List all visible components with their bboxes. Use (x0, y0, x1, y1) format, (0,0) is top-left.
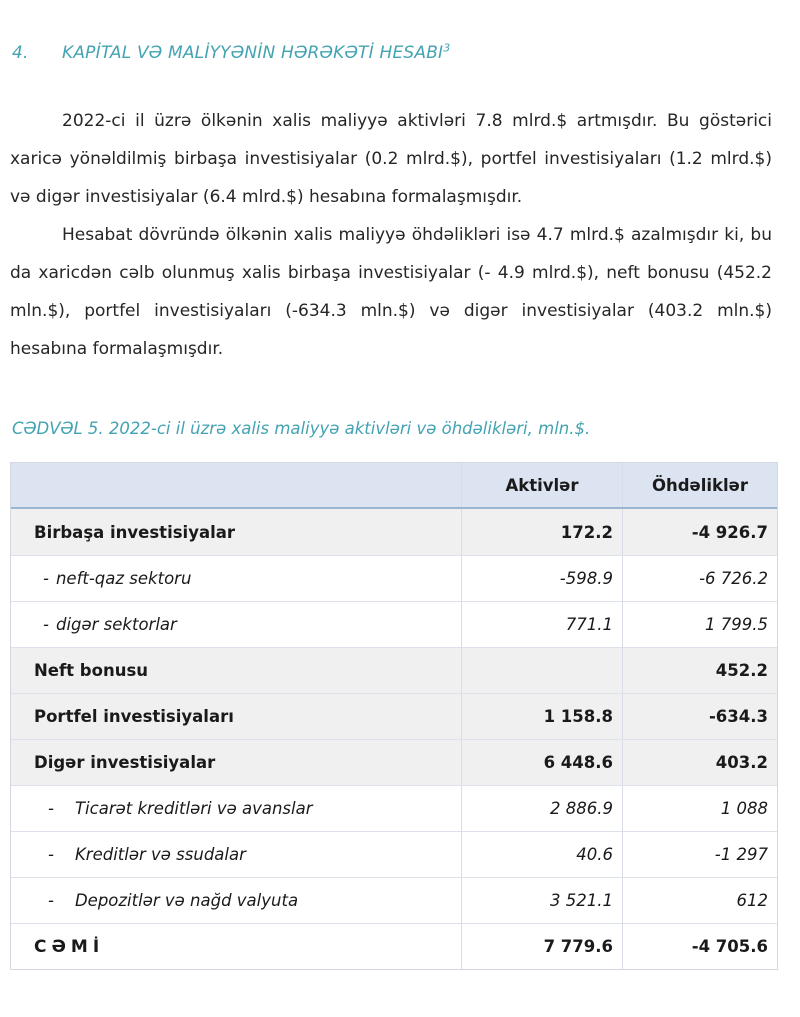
assets-value: -598.9 (461, 556, 622, 601)
row-label-text: CƏMİ (34, 936, 105, 957)
row-label (11, 786, 461, 831)
row-label (11, 924, 461, 969)
assets-value: 771.1 (461, 602, 622, 647)
liabilities-value: -6 726.2 (622, 556, 777, 601)
row-label (11, 740, 461, 785)
row-label-text: Digər investisiyalar (34, 753, 216, 772)
dash-prefix: - (43, 569, 49, 588)
footnote-ref: 3 (443, 41, 451, 55)
row-label (11, 648, 461, 693)
dash-prefix: - (48, 799, 54, 818)
financial-table (10, 462, 778, 970)
table-row (11, 923, 777, 969)
table-body (11, 509, 777, 969)
row-label-text: Neft bonusu (34, 661, 149, 680)
liabilities-value: 612 (622, 878, 777, 923)
row-label (11, 602, 461, 647)
column-header-liabilities: Öhdəliklər (622, 463, 777, 507)
assets-value: 1 158.8 (461, 694, 622, 739)
row-label (11, 878, 461, 923)
liabilities-value: 452.2 (622, 648, 777, 693)
assets-value: 7 779.6 (461, 924, 622, 969)
table-row (11, 693, 777, 739)
table-header-row (11, 463, 777, 509)
row-label-text: Birbaşa investisiyalar (34, 522, 236, 542)
dash-prefix: - (48, 891, 54, 910)
body-text (10, 102, 772, 368)
liabilities-value: -634.3 (622, 694, 777, 739)
paragraph-2: Hesabat dövründə ölkənin xalis maliyyə öhdəlikləri isə 4.7 mlrd.$ azalmışdır ki, bu da xaricdən cəlb olunmuş xalis birbaşa investisiyalar (- 4.9 mlrd.$), neft bonusu (452.2 mln.$), portfel investisiyaları (-634.3 mln.$) və digər investisiyalar (403.2 mln.$) hesabına formalaşmışdır. (10, 225, 772, 359)
table-caption: CƏDVƏL 5. 2022-ci il üzrə xalis maliyyə aktivləri və öhdəlikləri, mln.$. (12, 419, 591, 438)
table-row (11, 647, 777, 693)
dash-prefix: - (48, 845, 54, 864)
liabilities-value: -4 705.6 (622, 924, 777, 969)
row-label-text: Kreditlər və ssudalar (74, 845, 246, 864)
table-row (11, 509, 777, 555)
table-row (11, 739, 777, 785)
table-row (11, 555, 777, 601)
column-header-assets: Aktivlər (461, 463, 622, 507)
table-row (11, 831, 777, 877)
row-label (11, 694, 461, 739)
table-row (11, 877, 777, 923)
section-number: 4. (12, 43, 29, 63)
liabilities-value: 403.2 (622, 740, 777, 785)
row-label-text: Depozitlər və nağd valyuta (74, 891, 299, 910)
liabilities-value: -4 926.7 (622, 509, 777, 555)
liabilities-value: 1 799.5 (622, 602, 777, 647)
row-label-text: digər sektorlar (55, 615, 177, 634)
assets-value: 3 521.1 (461, 878, 622, 923)
row-label-text: Portfel investisiyaları (34, 707, 234, 726)
paragraph-1: 2022-ci il üzrə ölkənin xalis maliyyə aktivləri 7.8 mlrd.$ artmışdır. Bu göstərici xaricə yönəldilmiş birbaşa investisiyalar (0.2 mlrd.$), portfel investisiyaları (1.2 mlrd.$) və digər investisiyalar (6.4 mlrd.$) hesabına formalaşmışdır. (10, 111, 772, 207)
row-label-text: neft-qaz sektoru (55, 569, 192, 588)
assets-value: 40.6 (461, 832, 622, 877)
row-label (11, 832, 461, 877)
row-label (11, 556, 461, 601)
section-heading (12, 42, 772, 64)
row-label-text: Ticarət kreditləri və avanslar (74, 799, 313, 818)
liabilities-value: -1 297 (622, 832, 777, 877)
column-header-empty (11, 463, 461, 507)
assets-value: 2 886.9 (461, 786, 622, 831)
assets-value: 6 448.6 (461, 740, 622, 785)
table-row (11, 785, 777, 831)
liabilities-value: 1 088 (622, 786, 777, 831)
assets-value (461, 648, 622, 693)
assets-value: 172.2 (461, 509, 622, 555)
dash-prefix: - (43, 615, 49, 634)
table-row (11, 601, 777, 647)
row-label (11, 509, 461, 555)
section-title: KAPİTAL VƏ MALİYYƏNİN HƏRƏKƏTİ HESABI$^3$ (62, 41, 451, 63)
